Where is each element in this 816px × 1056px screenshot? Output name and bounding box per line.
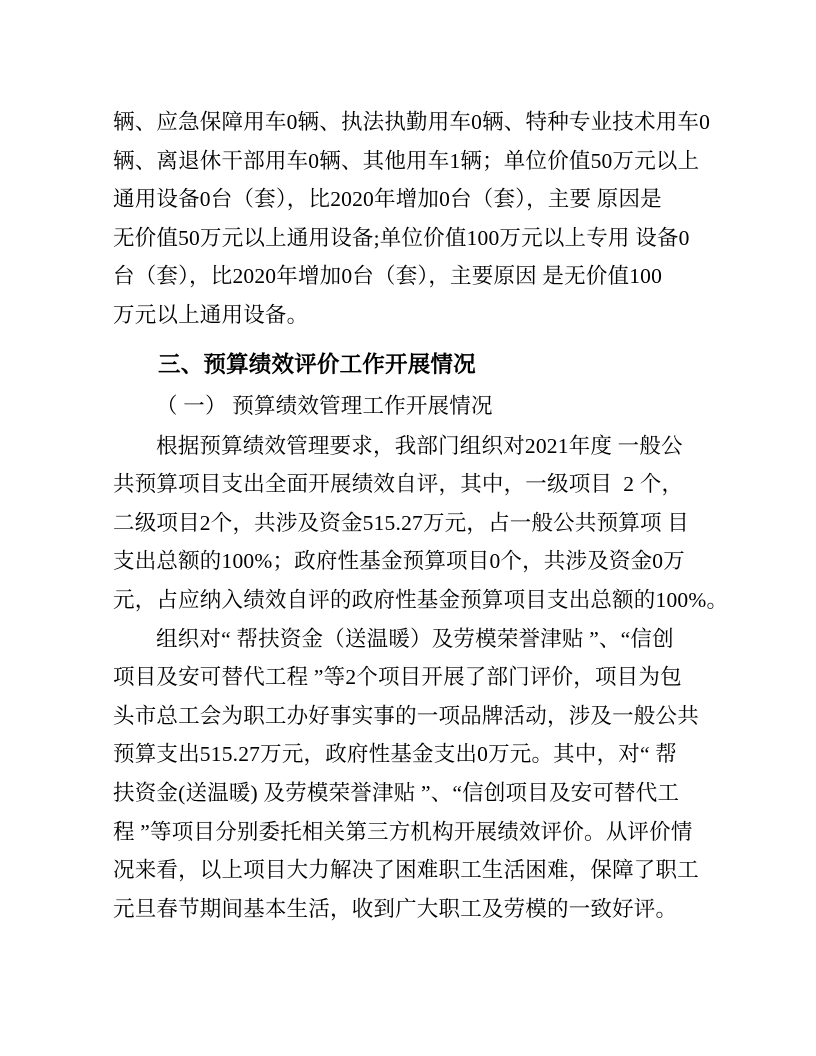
- text-line: 共预算项目支出全面开展绩效自评，其中，一级项目 2 个，: [113, 472, 684, 497]
- text-line: 通用设备0台（套），比2020年增加0台（套），主要 原因是: [113, 187, 662, 212]
- text-line: 万元以上通用设备。: [113, 302, 309, 327]
- text-line: 辆、离退休干部用车0辆、其他用车1辆；单位价值50万元以上: [113, 148, 700, 173]
- text-line: 况来看，以上项目大力解决了困难职工生活困难，保障了职工: [113, 858, 699, 883]
- text-line: 支出总额的100%；政府性基金预算项目0个，共涉及资金0万: [113, 549, 685, 574]
- text-line: 元旦春节期间基本生活，收到广大职工及劳模的一致好评。: [113, 896, 678, 921]
- text-line: 根据预算绩效管理要求，我部门组织对2021年度 一般公: [156, 433, 683, 458]
- text-line: 程 ”等项目分别委托相关第三方机构开展绩效评价。从评价情: [113, 819, 693, 844]
- text-line: 项目及安可替代工程 ”等2个项目开展了部门评价，项目为包: [113, 665, 682, 690]
- subsection-heading: （ 一） 预算绩效管理工作开展情况: [156, 393, 493, 418]
- document-body: [113, 103, 729, 928]
- text-line: 组织对“ 帮扶资金（送温暖）及劳模荣誉津贴 ”、“信创: [156, 626, 674, 651]
- text-line: 二级项目2个，共涉及资金515.27万元，占一般公共预算项 目: [113, 510, 689, 535]
- text-line: 预算支出515.27万元，政府性基金支出0万元。其中，对“ 帮: [113, 742, 677, 767]
- text-line: 扶资金(送温暖) 及劳模荣誉津贴 ”、“信创项目及安可替代工: [113, 780, 680, 805]
- text-line: 元，占应纳入绩效自评的政府性基金预算项目支出总额的100%。: [113, 587, 729, 612]
- text-line: 台（套），比2020年增加0台（套），主要原因 是无价值100: [113, 264, 663, 289]
- text-line: 辆、应急保障用车0辆、执法执勤用车0辆、特种专业技术用车0: [113, 110, 711, 134]
- text-line: 头市总工会为职工办好事实事的一项品牌活动，涉及一般公共: [113, 703, 699, 728]
- section-heading: 三、预算绩效评价工作开展情况: [158, 351, 476, 377]
- text-line: 无价值50万元以上通用设备;单位价值100万元以上专用 设备0: [113, 225, 690, 250]
